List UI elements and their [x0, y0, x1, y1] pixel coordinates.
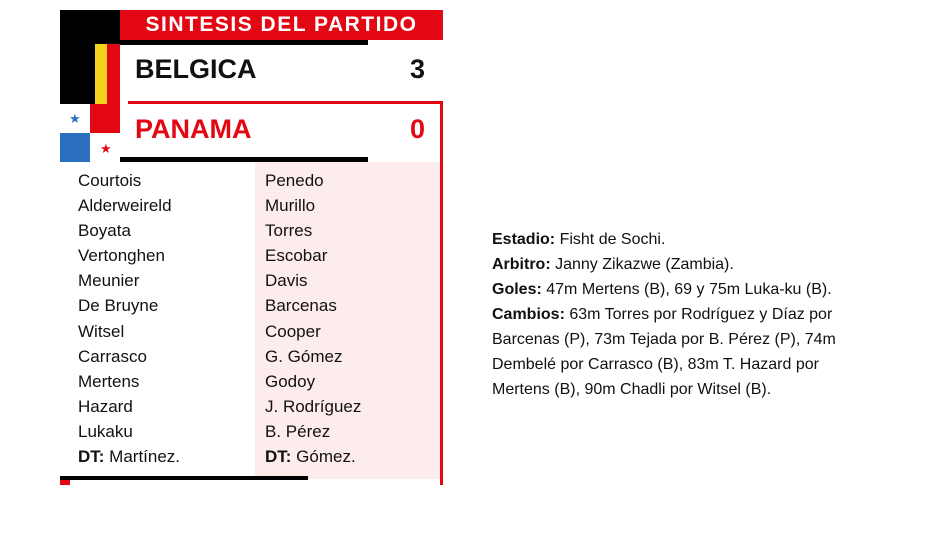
team-name: BELGICA: [135, 54, 257, 84]
subs-label: Cambios:: [492, 306, 565, 323]
stadium-label: Estadio:: [492, 231, 556, 248]
list-item: Hazard: [78, 396, 133, 416]
team-score: 0: [409, 114, 425, 144]
title-underline: [120, 40, 368, 45]
red-divider: [128, 101, 443, 104]
list-item: G. Gómez: [265, 346, 343, 366]
goals-label: Goles:: [492, 281, 542, 298]
panama-flag-icon: ★ ★: [60, 104, 120, 162]
team-name: PANAMA: [135, 114, 252, 144]
list-item: Meunier: [78, 271, 140, 291]
list-item: Lukaku: [78, 421, 133, 441]
lineup-panama: [265, 168, 361, 469]
red-border: [440, 101, 443, 485]
belgium-flag-icon: [82, 44, 120, 104]
list-item: Torres: [265, 221, 313, 241]
coach-name: Gómez.: [291, 447, 356, 467]
match-summary-card: [60, 10, 443, 485]
subs-line: [492, 302, 862, 402]
list-item: Boyata: [78, 221, 131, 241]
list-item: Barcenas: [265, 296, 337, 316]
team-row-panama: [135, 114, 435, 145]
coach-item: [265, 444, 361, 469]
lineup-belgica: [78, 168, 180, 469]
list-item: Escobar: [265, 246, 328, 266]
goals-line: [492, 277, 862, 302]
list-item: Carrasco: [78, 346, 147, 366]
team-score: 3: [409, 54, 425, 84]
list-item: Mertens: [78, 371, 140, 391]
goals-value: 47m Mertens (B), 69 y 75m Luka-ku (B).: [541, 281, 832, 298]
bottom-accent: [60, 480, 70, 485]
stadium-value: Fisht de Sochi.: [555, 231, 666, 248]
referee-line: [492, 252, 862, 277]
list-item: Alderweireld: [78, 196, 172, 216]
coach-label: DT:: [78, 447, 105, 467]
list-item: Courtois: [78, 171, 142, 190]
list-item: Witsel: [78, 321, 125, 341]
team-row-belgica: [135, 54, 435, 85]
list-item: J. Rodríguez: [265, 396, 362, 416]
list-item: Cooper: [265, 321, 321, 341]
subs-value: 63m Torres por Rodríguez y Díaz por Barcenas (P), 73m Tejada por B. Pérez (P), 74m Dembelé por Carrasco (B), 83m T. Hazard por Mertens (B), 90m Chadli por Witsel (B).: [492, 306, 836, 398]
list-item: Murillo: [265, 196, 316, 216]
referee-label: Arbitro:: [492, 256, 551, 273]
match-info: [492, 227, 862, 402]
list-item: Penedo: [265, 171, 324, 190]
bottom-divider: [60, 476, 308, 480]
list-item: Davis: [265, 271, 308, 291]
list-item: Vertonghen: [78, 246, 165, 266]
coach-item: [78, 444, 180, 469]
coach-label: DT:: [265, 447, 292, 467]
list-item: De Bruyne: [78, 296, 159, 316]
coach-name: Martínez.: [104, 447, 181, 467]
list-item: Godoy: [265, 371, 316, 391]
stadium-line: [492, 227, 862, 252]
list-item: B. Pérez: [265, 421, 331, 441]
section-title: SINTESIS DEL PARTIDO: [120, 10, 443, 40]
referee-value: Janny Zikazwe (Zambia).: [550, 256, 734, 273]
